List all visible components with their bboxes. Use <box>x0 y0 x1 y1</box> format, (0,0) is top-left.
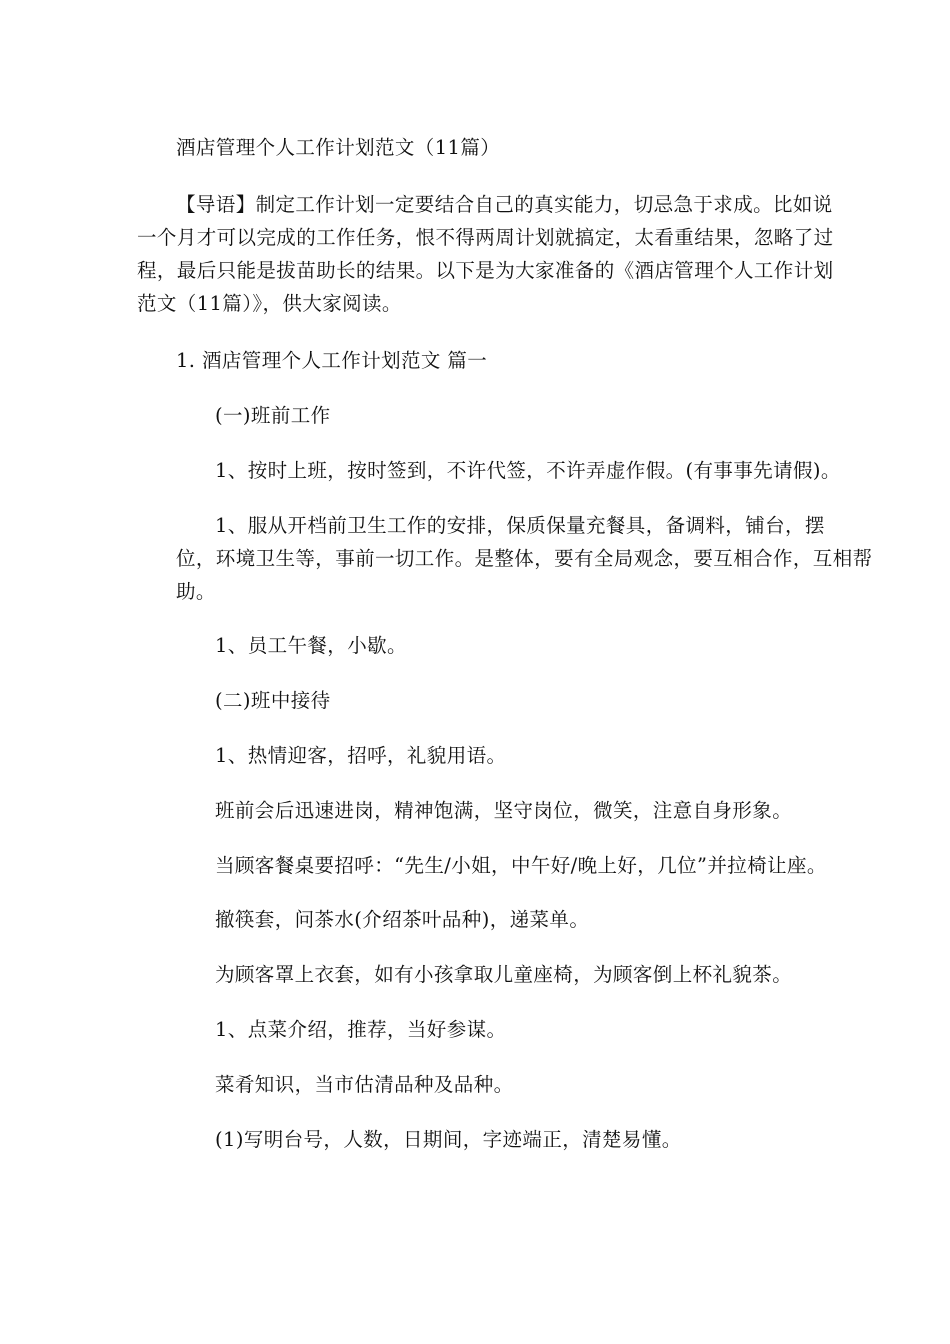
paragraph-4: 1、热情迎客，招呼，礼貌用语。 <box>215 744 507 767</box>
paragraph-2-line-3: 助。 <box>176 580 216 603</box>
intro-line-3: 程，最后只能是拔苗助长的结果。以下是为大家准备的《酒店管理个人工作计划 <box>137 259 834 282</box>
paragraph-3: 1、员工午餐，小歇。 <box>215 634 407 657</box>
paragraph-5: 班前会后迅速进岗，精神饱满，坚守岗位，微笑，注意自身形象。 <box>215 799 793 822</box>
part2-heading: (二)班中接待 <box>215 689 331 712</box>
paragraph-1: 1、按时上班，按时签到，不许代签，不许弄虚作假。(有事事先请假)。 <box>215 459 841 482</box>
section-heading: 1. 酒店管理个人工作计划范文 篇一 <box>176 349 488 372</box>
paragraph-7: 撤筷套，问茶水(介绍茶叶品种)，递菜单。 <box>215 908 590 931</box>
paragraph-10: 菜肴知识，当市估清品种及品种。 <box>215 1073 514 1096</box>
intro-line-2: 一个月才可以完成的工作任务，恨不得两周计划就搞定，太看重结果，忽略了过 <box>137 226 834 249</box>
intro-line-1: 【导语】制定工作计划一定要结合自己的真实能力，切忌急于求成。比如说 <box>176 193 833 216</box>
paragraph-2-line-1: 1、服从开档前卫生工作的安排，保质保量充餐具，备调料，铺台，摆 <box>215 514 825 537</box>
part1-heading: (一)班前工作 <box>215 404 331 427</box>
paragraph-8: 为顾客罩上衣套，如有小孩拿取儿童座椅，为顾客倒上杯礼貌茶。 <box>215 963 793 986</box>
paragraph-9: 1、点菜介绍，推荐，当好参谋。 <box>215 1018 507 1041</box>
paragraph-6: 当顾客餐桌要招呼：“先生/小姐，中午好/晚上好，几位”并拉椅让座。 <box>215 854 827 877</box>
paragraph-2-line-2: 位，环境卫生等，事前一切工作。是整体，要有全局观念，要互相合作，互相帮 <box>176 547 873 570</box>
paragraph-11: (1)写明台号，人数，日期间，字迹端正，清楚易懂。 <box>215 1128 682 1151</box>
intro-line-4: 范文（11篇）》，供大家阅读。 <box>137 292 402 315</box>
document-title: 酒店管理个人工作计划范文（11篇） <box>176 136 501 159</box>
